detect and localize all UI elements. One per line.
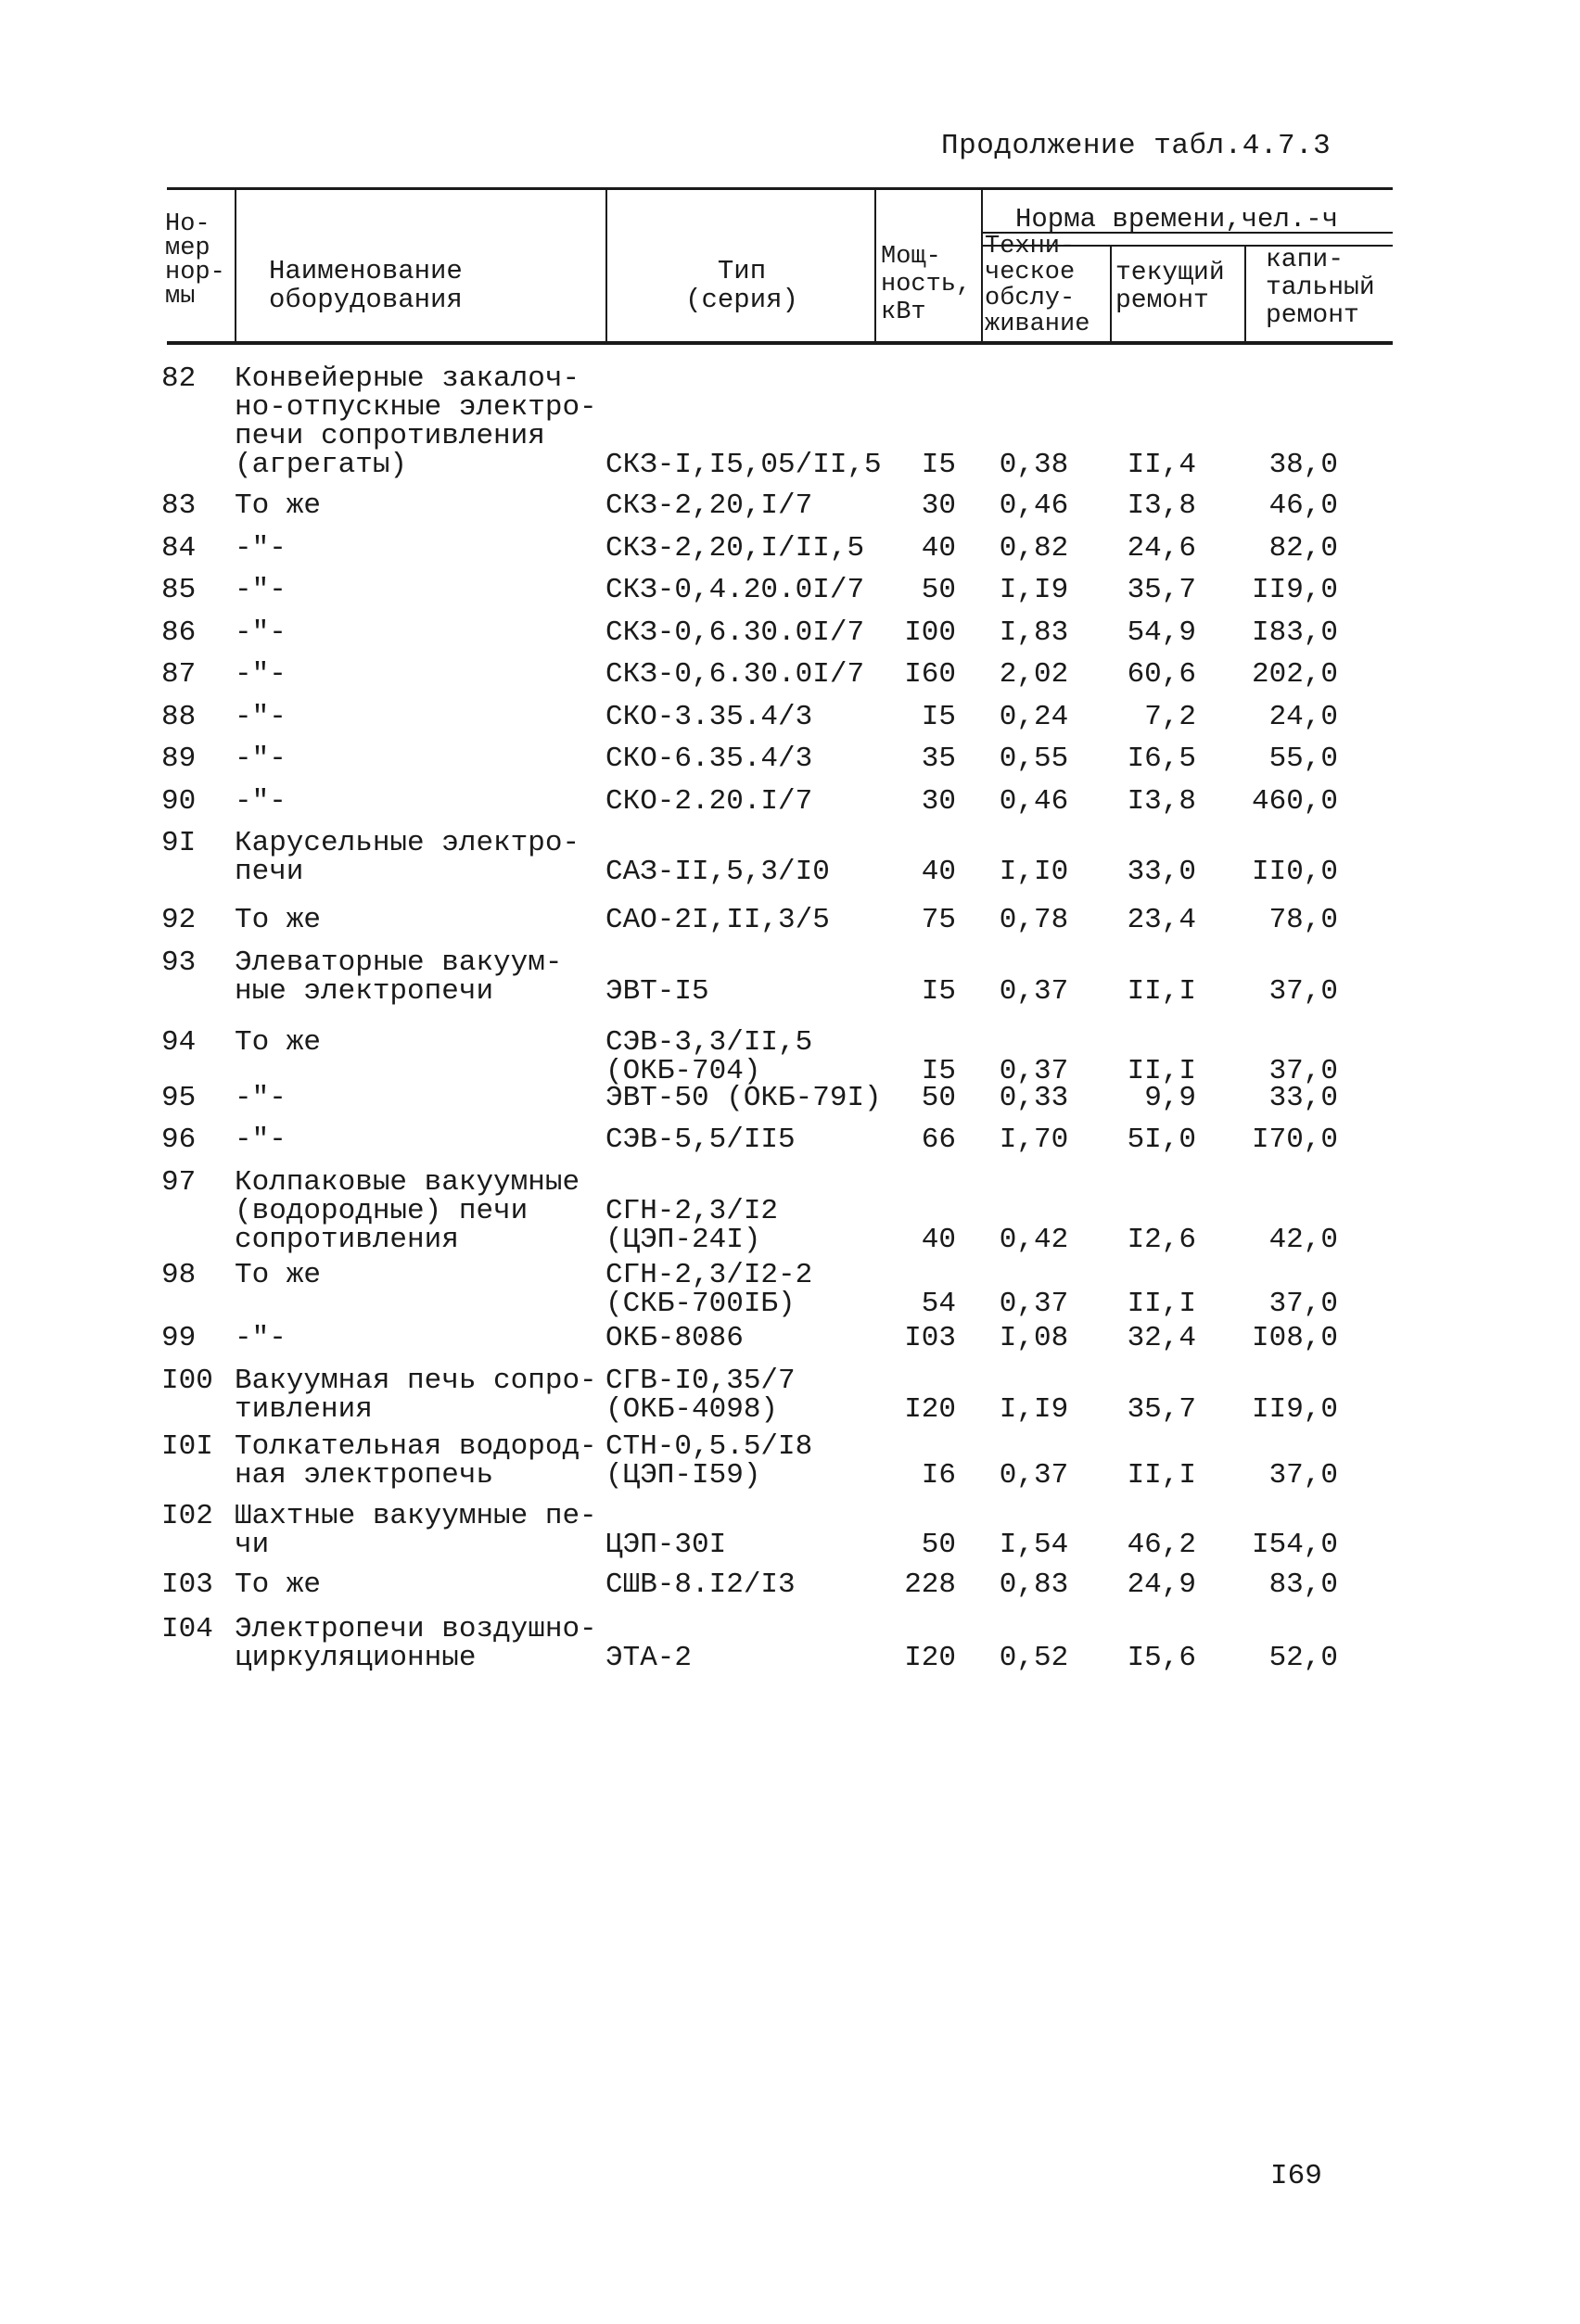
- row-number: 94: [161, 1026, 197, 1059]
- row-tech-service: 0,55: [999, 743, 1069, 775]
- row-capital-repair: 460,0: [1251, 785, 1338, 818]
- row-power: 30: [921, 489, 956, 522]
- row-name: То же: [235, 904, 322, 936]
- row-name: Колпаковые вакуумные: [235, 1166, 580, 1199]
- row-tech-service: 0,24: [999, 701, 1069, 733]
- row-type: ОКБ-8086: [605, 1322, 744, 1354]
- row-number: 85: [161, 574, 197, 606]
- header-tech: Техни- ческое обслу- живание: [985, 233, 1090, 338]
- header-name: Наименование оборудования: [269, 256, 463, 315]
- row-power: I20: [904, 1393, 956, 1426]
- row-capital-repair: 83,0: [1268, 1568, 1338, 1601]
- row-number: 98: [161, 1259, 197, 1291]
- row-tech-service: 0,37: [999, 1288, 1069, 1320]
- row-power: 54: [921, 1288, 956, 1320]
- row-type: СКО-6.35.4/3: [605, 743, 813, 775]
- row-number: I03: [161, 1568, 213, 1601]
- row-capital-repair: 33,0: [1268, 1082, 1338, 1114]
- row-power: I03: [904, 1322, 956, 1354]
- row-number: 89: [161, 743, 197, 775]
- row-current-repair: 23,4: [1127, 904, 1196, 936]
- row-name: -"-: [235, 1322, 287, 1354]
- header-top-rule: [167, 187, 1393, 190]
- row-capital-repair: 24,0: [1268, 701, 1338, 733]
- row-name: Элеваторные вакуум-: [235, 946, 563, 979]
- row-number: I04: [161, 1613, 213, 1645]
- row-type: СТН-0,5.5/I8: [605, 1430, 813, 1463]
- row-tech-service: 0,33: [999, 1082, 1069, 1114]
- row-name: циркуляционные: [235, 1642, 477, 1674]
- row-number: 82: [161, 362, 197, 395]
- row-name: Толкательная водород-: [235, 1430, 597, 1463]
- row-number: I0I: [161, 1430, 213, 1463]
- row-current-repair: II,I: [1127, 1459, 1196, 1492]
- row-tech-service: 0,83: [999, 1568, 1069, 1601]
- row-capital-repair: I83,0: [1251, 616, 1338, 649]
- row-tech-service: 0,46: [999, 785, 1069, 818]
- header-capital: капи- тальный ремонт: [1266, 246, 1375, 330]
- row-capital-repair: I08,0: [1251, 1322, 1338, 1354]
- row-name: печи: [235, 856, 304, 888]
- row-type: СКО-3.35.4/3: [605, 701, 813, 733]
- header-num: Но- мер нор- мы: [165, 210, 225, 311]
- row-power: I00: [904, 616, 956, 649]
- row-capital-repair: I54,0: [1251, 1529, 1338, 1561]
- row-current-repair: II,I: [1127, 1055, 1196, 1087]
- header-col-sep: [874, 189, 876, 341]
- row-power: 228: [904, 1568, 956, 1601]
- row-power: 66: [921, 1124, 956, 1156]
- row-name: -"-: [235, 785, 287, 818]
- row-type: СКЗ-2,20,I/II,5: [605, 532, 865, 565]
- row-type: (ОКБ-704): [605, 1055, 761, 1087]
- row-capital-repair: I70,0: [1251, 1124, 1338, 1156]
- row-current-repair: 7,2: [1144, 701, 1196, 733]
- row-power: 40: [921, 532, 956, 565]
- row-capital-repair: 42,0: [1268, 1224, 1338, 1256]
- row-tech-service: I,83: [999, 616, 1069, 649]
- row-number: I00: [161, 1365, 213, 1397]
- row-tech-service: I,I9: [999, 574, 1069, 606]
- row-current-repair: I3,8: [1127, 489, 1196, 522]
- row-type: САО-2I,II,3/5: [605, 904, 830, 936]
- row-current-repair: 5I,0: [1127, 1124, 1196, 1156]
- row-power: 50: [921, 574, 956, 606]
- header-col-sep: [605, 189, 607, 341]
- row-number: 87: [161, 658, 197, 691]
- row-capital-repair: 37,0: [1268, 1459, 1338, 1492]
- row-current-repair: 54,9: [1127, 616, 1196, 649]
- row-current-repair: I5,6: [1127, 1642, 1196, 1674]
- row-current-repair: 9,9: [1144, 1082, 1196, 1114]
- row-capital-repair: 38,0: [1268, 449, 1338, 481]
- row-power: 40: [921, 856, 956, 888]
- row-power: I6: [921, 1459, 956, 1492]
- row-name: -"-: [235, 701, 287, 733]
- row-type: СКЗ-0,6.30.0I/7: [605, 616, 865, 649]
- row-name: но-отпускные электро-: [235, 391, 597, 424]
- row-name: Карусельные электро-: [235, 827, 580, 859]
- row-power: 50: [921, 1082, 956, 1114]
- row-capital-repair: II0,0: [1251, 856, 1338, 888]
- row-number: 86: [161, 616, 197, 649]
- row-current-repair: II,4: [1127, 449, 1196, 481]
- row-tech-service: 0,37: [999, 1459, 1069, 1492]
- header-col-sep: [981, 189, 983, 341]
- row-tech-service: I,70: [999, 1124, 1069, 1156]
- row-current-repair: 35,7: [1127, 574, 1196, 606]
- row-name: (водородные) печи: [235, 1195, 529, 1227]
- row-tech-service: 0,37: [999, 1055, 1069, 1087]
- row-number: 95: [161, 1082, 197, 1114]
- row-tech-service: I,I0: [999, 856, 1069, 888]
- row-type: СКЗ-2,20,I/7: [605, 489, 813, 522]
- row-capital-repair: 202,0: [1251, 658, 1338, 691]
- row-type: СЭВ-5,5/II5: [605, 1124, 796, 1156]
- row-current-repair: I2,6: [1127, 1224, 1196, 1256]
- row-power: I60: [904, 658, 956, 691]
- row-name: Электропечи воздушно-: [235, 1613, 597, 1645]
- row-current-repair: 46,2: [1127, 1529, 1196, 1561]
- row-capital-repair: 37,0: [1268, 1055, 1338, 1087]
- header-current: текущий ремонт: [1115, 259, 1225, 315]
- row-tech-service: 2,02: [999, 658, 1069, 691]
- header-type: Тип (серия): [685, 256, 798, 315]
- row-current-repair: I6,5: [1127, 743, 1196, 775]
- row-type: СЭВ-3,3/II,5: [605, 1026, 813, 1059]
- row-current-repair: II,I: [1127, 1288, 1196, 1320]
- row-name: Конвейерные закалоч-: [235, 362, 580, 395]
- row-type: СКО-2.20.I/7: [605, 785, 813, 818]
- row-tech-service: 0,78: [999, 904, 1069, 936]
- row-type: САЗ-II,5,3/I0: [605, 856, 830, 888]
- row-type: СГН-2,3/I2: [605, 1195, 779, 1227]
- header-norm-title: Норма времени,чел.-ч: [1015, 204, 1339, 235]
- row-type: СКЗ-0,4.20.0I/7: [605, 574, 865, 606]
- row-name: Шахтные вакуумные пе-: [235, 1500, 597, 1532]
- row-name: Вакуумная печь сопро-: [235, 1365, 597, 1397]
- row-capital-repair: 55,0: [1268, 743, 1338, 775]
- row-type: СГН-2,3/I2-2: [605, 1259, 813, 1291]
- row-type: (ЦЭП-24I): [605, 1224, 761, 1256]
- row-current-repair: I3,8: [1127, 785, 1196, 818]
- row-power: I5: [921, 1055, 956, 1087]
- row-tech-service: I,54: [999, 1529, 1069, 1561]
- row-power: 75: [921, 904, 956, 936]
- row-number: 9I: [161, 827, 197, 859]
- row-type: ЦЭП-30I: [605, 1529, 727, 1561]
- row-number: 99: [161, 1322, 197, 1354]
- row-current-repair: 33,0: [1127, 856, 1196, 888]
- row-name: ные электропечи: [235, 975, 494, 1008]
- row-tech-service: 0,37: [999, 975, 1069, 1008]
- header-col-sep: [235, 189, 236, 341]
- row-capital-repair: 52,0: [1268, 1642, 1338, 1674]
- row-number: 92: [161, 904, 197, 936]
- row-name: То же: [235, 489, 322, 522]
- row-tech-service: I,I9: [999, 1393, 1069, 1426]
- row-tech-service: 0,52: [999, 1642, 1069, 1674]
- row-capital-repair: 46,0: [1268, 489, 1338, 522]
- row-name: -"-: [235, 658, 287, 691]
- row-current-repair: 35,7: [1127, 1393, 1196, 1426]
- row-name: -"-: [235, 616, 287, 649]
- header-power: Мощ- ность, кВт: [881, 243, 972, 326]
- row-number: 84: [161, 532, 197, 565]
- row-power: I5: [921, 701, 956, 733]
- header-bottom-rule: [167, 341, 1393, 345]
- row-tech-service: 0,38: [999, 449, 1069, 481]
- row-name: То же: [235, 1026, 322, 1059]
- row-type: СГВ-I0,35/7: [605, 1365, 796, 1397]
- row-type: (ЦЭП-I59): [605, 1459, 761, 1492]
- row-power: 50: [921, 1529, 956, 1561]
- row-number: 96: [161, 1124, 197, 1156]
- row-tech-service: 0,42: [999, 1224, 1069, 1256]
- row-capital-repair: II9,0: [1251, 1393, 1338, 1426]
- row-name: -"-: [235, 532, 287, 565]
- row-capital-repair: 78,0: [1268, 904, 1338, 936]
- row-name: ная электропечь: [235, 1459, 494, 1492]
- row-type: ЭВТ-50 (ОКБ-79I): [605, 1082, 882, 1114]
- row-capital-repair: 37,0: [1268, 975, 1338, 1008]
- row-power: 35: [921, 743, 956, 775]
- row-type: ЭВТ-I5: [605, 975, 709, 1008]
- row-power: I5: [921, 449, 956, 481]
- row-type: СШВ-8.I2/I3: [605, 1568, 796, 1601]
- row-name: -"-: [235, 574, 287, 606]
- row-tech-service: I,08: [999, 1322, 1069, 1354]
- row-type: СКЗ-0,6.30.0I/7: [605, 658, 865, 691]
- row-name: тивления: [235, 1393, 373, 1426]
- row-current-repair: 32,4: [1127, 1322, 1196, 1354]
- row-name: сопротивления: [235, 1224, 459, 1256]
- row-power: I20: [904, 1642, 956, 1674]
- row-current-repair: II,I: [1127, 975, 1196, 1008]
- row-tech-service: 0,46: [999, 489, 1069, 522]
- row-number: 88: [161, 701, 197, 733]
- header-col-sep: [1110, 247, 1112, 341]
- row-power: I5: [921, 975, 956, 1008]
- row-power: 40: [921, 1224, 956, 1256]
- row-current-repair: 24,6: [1127, 532, 1196, 565]
- row-name: -"-: [235, 1082, 287, 1114]
- row-capital-repair: 37,0: [1268, 1288, 1338, 1320]
- table-caption: Продолжение табл.4.7.3: [941, 130, 1332, 162]
- row-name: -"-: [235, 1124, 287, 1156]
- row-current-repair: 24,9: [1127, 1568, 1196, 1601]
- row-current-repair: 60,6: [1127, 658, 1196, 691]
- row-capital-repair: 82,0: [1268, 532, 1338, 565]
- row-name: -"-: [235, 743, 287, 775]
- row-name: То же: [235, 1568, 322, 1601]
- row-number: 83: [161, 489, 197, 522]
- row-type: ЭТА-2: [605, 1642, 693, 1674]
- row-name: (агрегаты): [235, 449, 408, 481]
- header-col-sep: [1244, 247, 1246, 341]
- row-name: чи: [235, 1529, 270, 1561]
- page-number: I69: [1270, 2160, 1322, 2192]
- row-name: То же: [235, 1259, 322, 1291]
- row-type: (ОКБ-4098): [605, 1393, 779, 1426]
- row-power: 30: [921, 785, 956, 818]
- row-type: СКЗ-I,I5,05/II,5: [605, 449, 882, 481]
- row-number: 93: [161, 946, 197, 979]
- row-number: 90: [161, 785, 197, 818]
- row-name: печи сопротивления: [235, 420, 545, 452]
- row-tech-service: 0,82: [999, 532, 1069, 565]
- row-number: 97: [161, 1166, 197, 1199]
- row-number: I02: [161, 1500, 213, 1532]
- row-capital-repair: II9,0: [1251, 574, 1338, 606]
- row-type: (СКБ-700IБ): [605, 1288, 796, 1320]
